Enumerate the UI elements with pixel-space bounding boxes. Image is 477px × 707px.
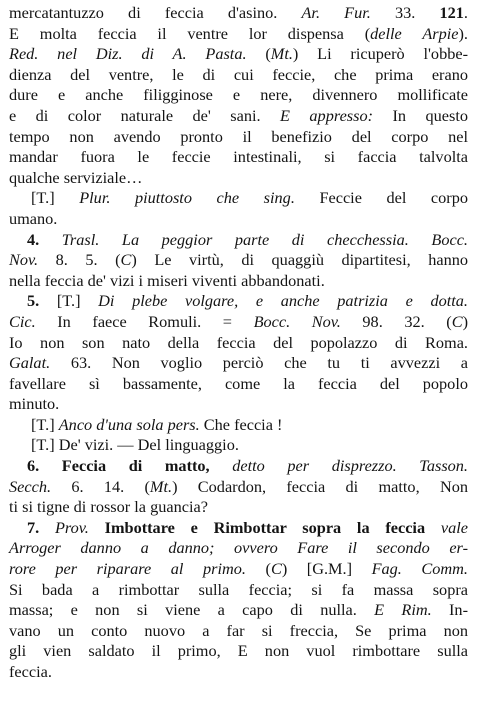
entry-sense-7 [9,518,468,683]
entry-plural [9,188,468,229]
text-line: mandar fuora le feccie intestinali, si faccia talvolta [9,147,468,167]
entry-single-person [9,415,468,436]
text-line: nella feccia de' vizi i miseri viventi abbandonati. [9,270,325,290]
text-line: dure e anche filigginose e nere, divennero mollificate [9,85,468,105]
text-line: E molta feccia il ventre lor dispensa (delle Arpie). [9,23,469,43]
text-line: massa; e non si viene a capo di nulla. E Rim. In- [9,600,468,620]
entry-sense-5 [9,291,468,415]
text-line: umano. [9,208,58,228]
text-line: [T.] Plur. piuttosto che sing. Feccie del corpo [31,188,468,208]
text-line: ti si tigne di rossor la guancia? [9,497,208,517]
text-line: minuto. [9,394,60,414]
text-line: vano un conto nuovo a far si freccia, Se prima non [9,620,468,640]
entry-sense-6 [9,456,468,518]
text-line: feccia. [9,662,52,681]
text-line: gli vien saldato il primo, E non vuol rimbottare sulla [9,641,468,661]
text-line: Nov. 8. 5. (C) Le virtù, di quaggiù dipartitesi, hanno [9,250,468,270]
text-line: Io non son nato della feccia del popolazzo di Roma. [9,332,468,352]
entry-intro [9,3,468,188]
text-line: 6. Feccia di matto, detto per disprezzo. Tasson. [27,456,469,476]
text-line: Secch. 6. 14. (Mt.) Codardon, feccia di matto, Non [9,476,468,496]
entry-vices [9,435,468,456]
text-line: Si bada a rimbottar sulla feccia; si fa massa sopra [9,579,468,599]
entry-sense-4 [9,230,468,292]
text-line: qualche serviziale… [9,167,143,187]
text-line: mercatantuzzo di feccia d'asino. Ar. Fur. 33. 121. [9,3,468,22]
text-line: rore per riparare al primo. (C) [G.M.] Fag. Comm. [9,559,468,579]
text-line: [T.] De' vizi. — Del linguaggio. [31,435,239,455]
text-line: e di color naturale de' sani. E appresso: In questo [9,105,469,125]
text-line: [T.] Anco d'una sola pers. Che feccia ! [31,414,283,434]
text-line: dienza del ventre, le di cui feccie, che prima erano [9,64,468,84]
text-line: Cic. In faece Romuli. = Bocc. Nov. 98. 32. (C) [9,311,468,331]
text-line: 4. Trasl. La peggior parte di checchessia. Bocc. [27,229,468,249]
text-line: 7. Prov. Imbottare e Rimbottar sopra la feccia vale [27,517,468,537]
text-line: Red. nel Diz. di A. Pasta. (Mt.) Li ricuperò l'obbe- [9,44,468,64]
text-line: Arroger danno a danno; ovvero Fare il secondo er- [9,538,468,558]
text-line: tempo non avendo pronto il benefizio del corpo nel [9,126,468,146]
text-line: Galat. 63. Non voglio perciò che tu ti avvezzi a [9,353,468,373]
text-line: 5. [T.] Di plebe volgare, e anche patrizia e dotta. [27,291,468,311]
text-line: favellare sì bassamente, come la feccia del popolo [9,373,468,393]
